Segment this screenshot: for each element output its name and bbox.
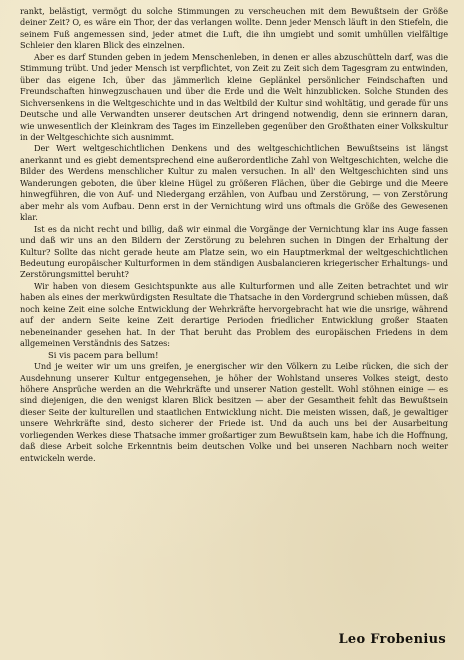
author-signature: Leo Frobenius [338, 632, 446, 647]
paragraph: Und je weiter wir um uns greifen, je energischer wir den Völkern zu Leibe rücken, die sich der Ausdehnung unserer Kultur entgegensehen, je höher der Wohlstand unseres Volkes steigt, desto höhere Ansprüche werden an die Wehrkräfte und unserer Nation gestellt. Wohl stöhnen einige — es sind diejenigen, die den wenigst klaren Blick besitzen — aber der Gesamtheit fehlt das Bewußtsein dieser Seite der kulturellen und staatlichen Entwicklung nicht. Die meisten wissen, daß, je gewaltiger unsere Wehrkräfte sind, desto sicherer der Friede ist. Und da auch uns bei der Ausarbeitung vorliegenden Werkes diese Thatsache immer großartiger zum Bewußtsein kam, habe ich die Hoffnung, daß diese Arbeit solche Erkenntnis beim deutschen Volke und bei unseren Nachbarn noch weiter entwickeln werde. [20, 361, 448, 463]
paragraph: rankt, belästigt, vermögt du solche Stimmungen zu verscheuchen mit dem Bewußtsein der Größe deiner Zeit? O, es wäre ein Thor, der das verlangen wollte. Denn jeder Mensch läuft in den Stiefeln, die seinem Fuß angemessen sind, jeder atmet die Luft, die ihn umgiebt und somit umhüllen vielfältige Schleier den klaren Blick des einzelnen. [20, 6, 448, 51]
paragraph: Ist es da nicht recht und billig, daß wir einmal die Vorgänge der Vernichtung klar ins Auge fassen und daß wir uns an den Bildern der Zerstörung zu belehren suchen in Dingen der Erhaltung der Kultur? Sollte das nicht gerade heute am Platze sein, wo ein Hauptmerkmal der weltgeschichtlichen Bedeutung europäischer Kulturformen in dem ständigen Ausbalancieren kriegerischer Erhaltungs- und Zerstörungsmittel beruht? [20, 223, 448, 280]
paragraph: Aber es darf Stunden geben in jedem Menschenleben, in denen er alles abzuschütteln darf, was die Stimmung trübt. Und jeder Mensch ist verpflichtet, von Zeit zu Zeit sich dem Tagesgram zu entwinden, über das eigene Ich, über das jämmerlich kleine Geplänkel persönlicher Feindschaften und Freundschaften hinwegzuschauen und über die Erde und die Welt hinzublicken. Solche Stunden des Sichversenkens in die Weltgeschichte und in das Weltbild der Kultur sind wohltätig, und gerade für uns Deutsche und alle Verwandten unserer deutschen Art dringend notwendig, denn sie erinnern daran, wie unwesentlich der Kleinkram des Tages im Einzelleben gegenüber den Großthaten einer Volkskultur in der Weltgeschichte sich ausnimmt. [20, 51, 448, 142]
paragraph: Wir haben von diesem Gesichtspunkte aus alle Kulturformen und alle Zeiten betrachtet und wir haben als eines der merkwürdigsten Resultate die Thatsache in den Vordergrund schieben müssen, daß noch keine Zeit eine solche Entwicklung der Wehrkräfte hervorgebracht hat wie die unsrige, während auf der andern Seite keine Zeit derartige Perioden friedlicher Entwicklung großer Staaten nebeneinander gesehen hat. In der That beruht das Problem des europäischen Friedens in dem allgemeinen Verständnis des Satzes: [20, 280, 448, 349]
paragraph: Der Wert weltgeschichtlichen Denkens und des weltgeschichtlichen Bewußtseins ist längst anerkannt und es giebt dementsprechend eine außerordentliche Zahl von Weltgeschichten, welche die Bilder des Werdens menschlicher Kultur zu malen versuchen. In all' den Weltgeschichten sind uns Wanderungen geboten, die über kleine Hügel zu größeren Flächen, über die Gebirge und die Meere hinwegführen, die von Auf- und Niedergang erzählen, von Aufbau und Zerstörung, — von Zerstörung aber mehr als vom Aufbau. Denn erst in der Vernichtung wird uns oftmals die Größe des Gewesenen klar. [20, 143, 448, 223]
motto-line: Si vis pacem para bellum! [48, 349, 159, 360]
